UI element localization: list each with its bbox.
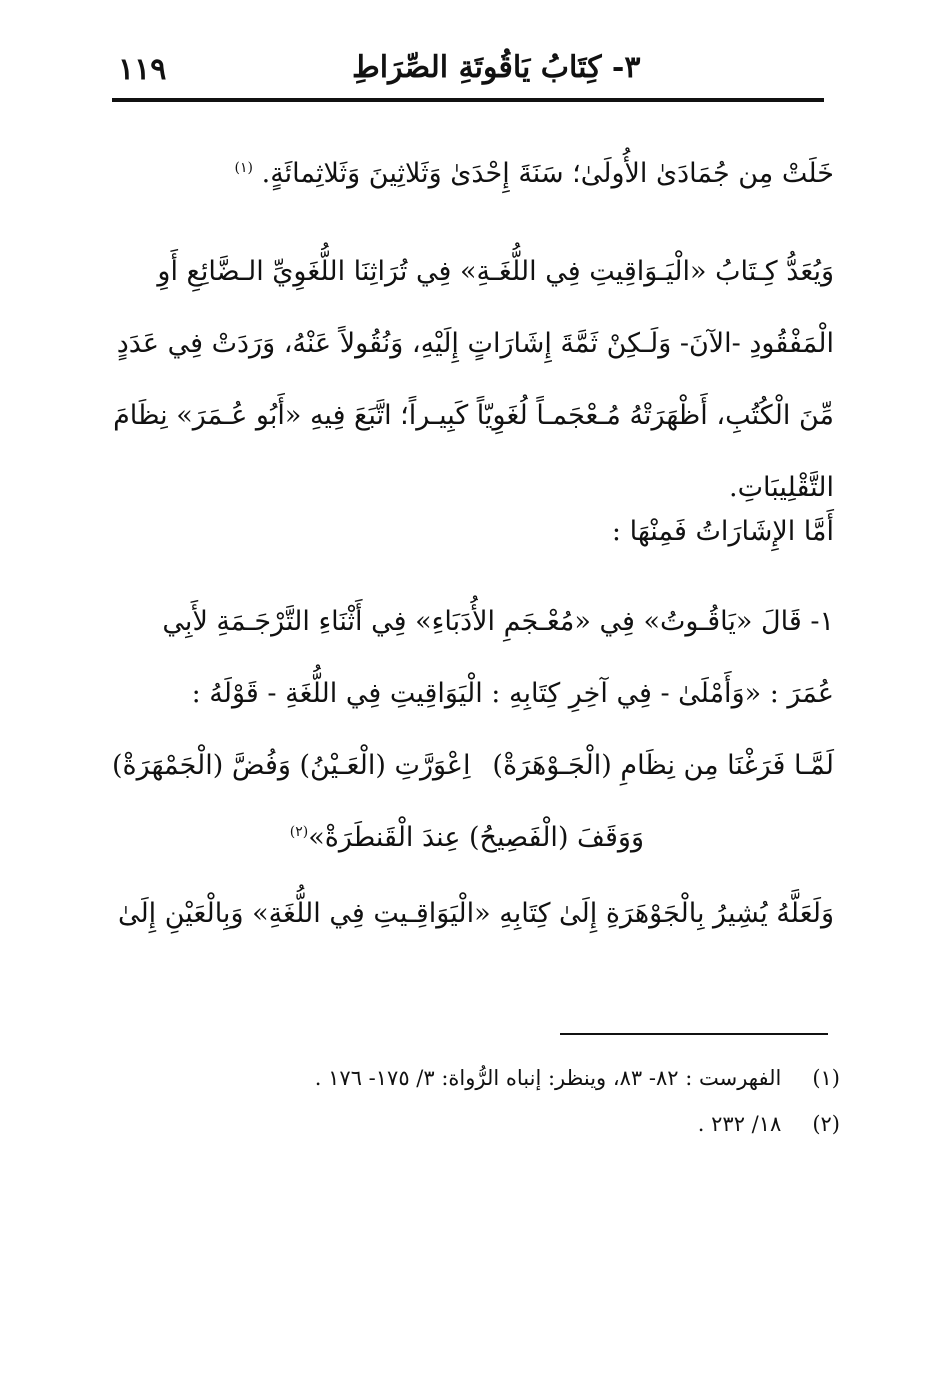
paragraph-5-text: وَلَعَلَّهُ يُشِيرُ بِالْجَوْهَرَةِ إِلَىٰ كِتَابِهِ «الْيَوَاقِـيتِ فِي اللُّغَةِ» وَبِالْعَيْنِ إِلَىٰ (117, 898, 834, 929)
footnote-ref-1: (١) (234, 160, 254, 176)
footnote-1 (220, 1066, 840, 1112)
paragraph-4 (112, 586, 834, 730)
paragraph-5 (112, 878, 834, 950)
chapter-title: ٣- كِتَابُ يَاقُوتَةِ الصِّرَاطِ (352, 50, 641, 85)
running-head (112, 48, 824, 98)
paragraph-4-line: عُمَرَ : «وَأَمْلَىٰ - فِي آخِرِ كِتَابِهِ : الْيَوَاقِيتِ فِي اللُّغَةِ - قَوْلَهُ : (191, 678, 834, 709)
paragraph-2-line: التَّقْلِيبَاتِ. (729, 472, 834, 503)
verse-hemistich-1: لَمَّـا فَرَغْنَا مِن نِظَامِ (الْجَـوْهَرَةْ) (492, 750, 834, 781)
paragraph-2 (112, 236, 834, 524)
paragraph-1-text: خَلَتْ مِن جُمَادَىٰ الأُولَىٰ؛ سَنَةَ إِحْدَىٰ وَثَلاثِينَ وَثَلاثِمائَةٍ. (261, 158, 834, 189)
paragraph-2-line: الْمَفْقُودِ -الآنَ- وَلَـكِنْ ثَمَّةَ إِشَارَاتٍ إِلَيْهِ، وَنُقُولاً عَنْهُ، وَرَدَتْ فِي عَدَدٍ (116, 328, 834, 359)
page-number: ١١٩ (118, 52, 167, 87)
poetry-verse (112, 744, 834, 874)
verse-hemistich-2: اِعْوَرَّتِ (الْعَـيْنُ) وَفُضَّ (الْجَمْهَرَةْ) (112, 750, 471, 781)
verse-hemistich-3-text: وَوَقَفَ (الْفَصِيحُ) عِندَ الْقَنطَرَةْ» (308, 822, 644, 853)
footnote-number: (١) (812, 1066, 840, 1090)
footnote-number: (٢) (812, 1112, 840, 1136)
paragraph-4-line: ١- قَالَ «يَاقُـوتُ» فِي «مُعْـجَمِ الأُدَبَاءِ» فِي أَثْنَاءِ التَّرْجَـمَةِ لأَبِي (162, 606, 834, 637)
footnote-ref-2: (٢) (289, 824, 309, 840)
verse-hemistich-3 (290, 824, 644, 851)
paragraph-3 (112, 496, 834, 568)
footnote-rule (560, 1033, 828, 1035)
footnote-text: الفهرست : ٨٢- ٨٣، وينظر: إنباه الرُّواة: ٣/ ١٧٥- ١٧٦ . (314, 1066, 782, 1090)
header-rule (112, 98, 824, 102)
paragraph-2-line: وَيُعَدُّ كِـتَابُ «الْيَـوَاقِيتِ فِي اللُّغَـةِ» فِي تُرَاثِنَا اللُّغَوِيِّ الـضَّائِعِ أَوِ (157, 256, 834, 287)
paragraph-1 (112, 132, 834, 210)
paragraph-2-line: مِّنَ الْكُتُبِ، أَظْهَرَتْهُ مُـعْجَمـاً لُغَوِيّاً كَبِيـراً؛ اتَّبَعَ فِيهِ «أَبُو عُـمَرَ» نِظَامَ (113, 400, 834, 431)
footnotes (220, 1066, 840, 1158)
paragraph-3-text: أَمَّا الإِشَارَاتُ فَمِنْهَا : (611, 516, 834, 547)
footnote-2 (220, 1112, 840, 1158)
footnote-text: ١٨/ ٢٣٢ . (697, 1112, 782, 1136)
